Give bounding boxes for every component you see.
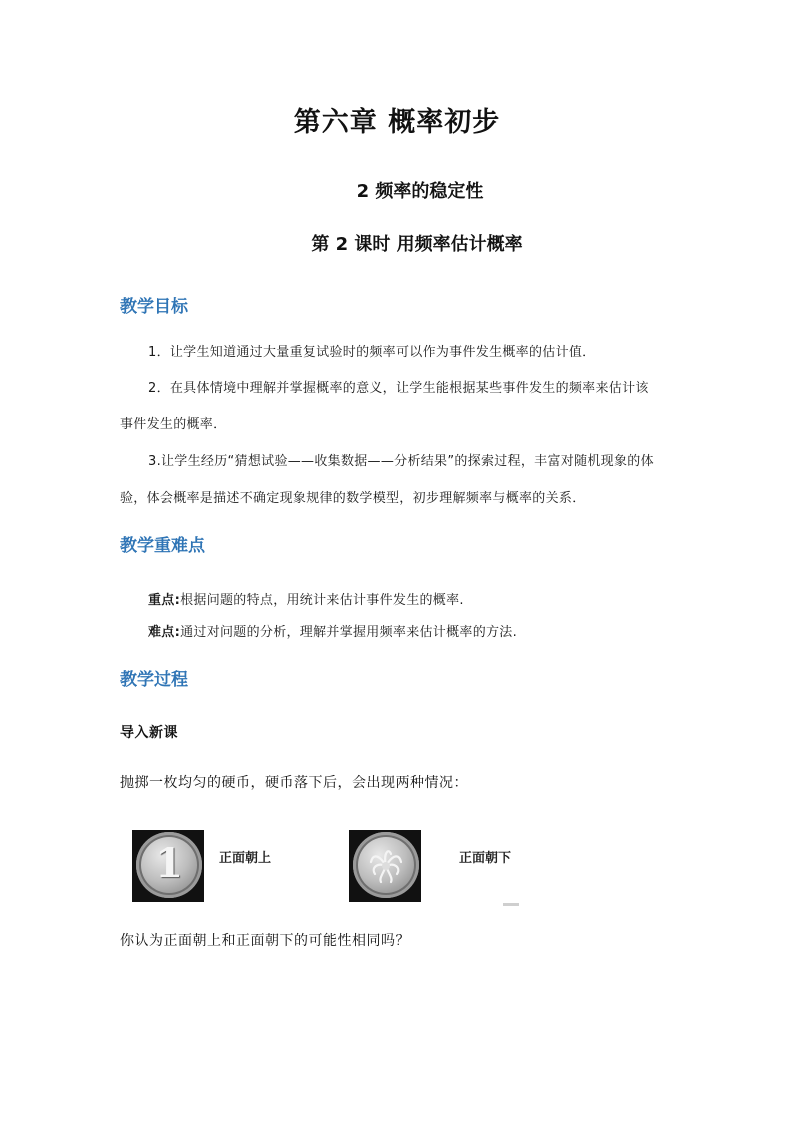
chrysanthemum-icon xyxy=(353,832,419,898)
difficult-point-label: 难点: xyxy=(148,625,181,640)
coin-tails-label: 正面朝下 xyxy=(459,851,512,866)
objective-item-1: 1．让学生知道通过大量重复试验时的频率可以作为事件发生概率的估计值． xyxy=(148,345,596,360)
intro-subheading: 导入新课 xyxy=(120,725,178,741)
question-paragraph: 你认为正面朝上和正面朝下的可能性相同吗？ xyxy=(120,933,410,949)
objectives-heading: 教学目标 xyxy=(120,297,188,317)
coin-tails-image xyxy=(349,830,421,902)
coin-tails-face xyxy=(353,832,419,898)
objective-item-3-line-1: 3.让学生经历“猜想试验——收集数据——分析结果”的探索过程，丰富对随机现象的体 xyxy=(148,454,654,469)
chapter-title: 第六章 概率初步 xyxy=(293,107,501,138)
difficult-point-line xyxy=(148,621,517,640)
intro-paragraph: 抛掷一枚均匀的硬币，硬币落下后，会出现两种情况： xyxy=(120,775,468,791)
key-point-line xyxy=(148,589,464,608)
coin-heads-face xyxy=(136,832,202,898)
lesson-title: 第 2 课时 用频率估计概率 xyxy=(311,234,523,255)
key-point-label: 重点: xyxy=(148,593,181,608)
key-points-heading: 教学重难点 xyxy=(120,536,205,556)
key-point-text: 根据问题的特点，用统计来估计事件发生的概率. xyxy=(180,593,464,608)
difficult-point-text: 通过对问题的分析，理解并掌握用频率来估计概率的方法. xyxy=(180,625,518,640)
section-title: 2 频率的稳定性 xyxy=(356,181,484,202)
objective-item-2-line-2: 事件发生的概率． xyxy=(120,417,227,432)
coin-heads-label: 正面朝上 xyxy=(219,851,272,866)
process-heading: 教学过程 xyxy=(120,670,188,690)
objective-item-3-line-2: 验，体会概率是描述不确定现象规律的数学模型，初步理解频率与概率的关系． xyxy=(120,491,586,506)
coin-heads-digit: 1 xyxy=(155,840,183,887)
divider-mark xyxy=(503,903,519,906)
objective-item-2-line-1: 2．在具体情境中理解并掌握概率的意义，让学生能根据某些事件发生的频率来估计该 xyxy=(148,381,649,396)
coin-heads-image xyxy=(132,830,204,902)
